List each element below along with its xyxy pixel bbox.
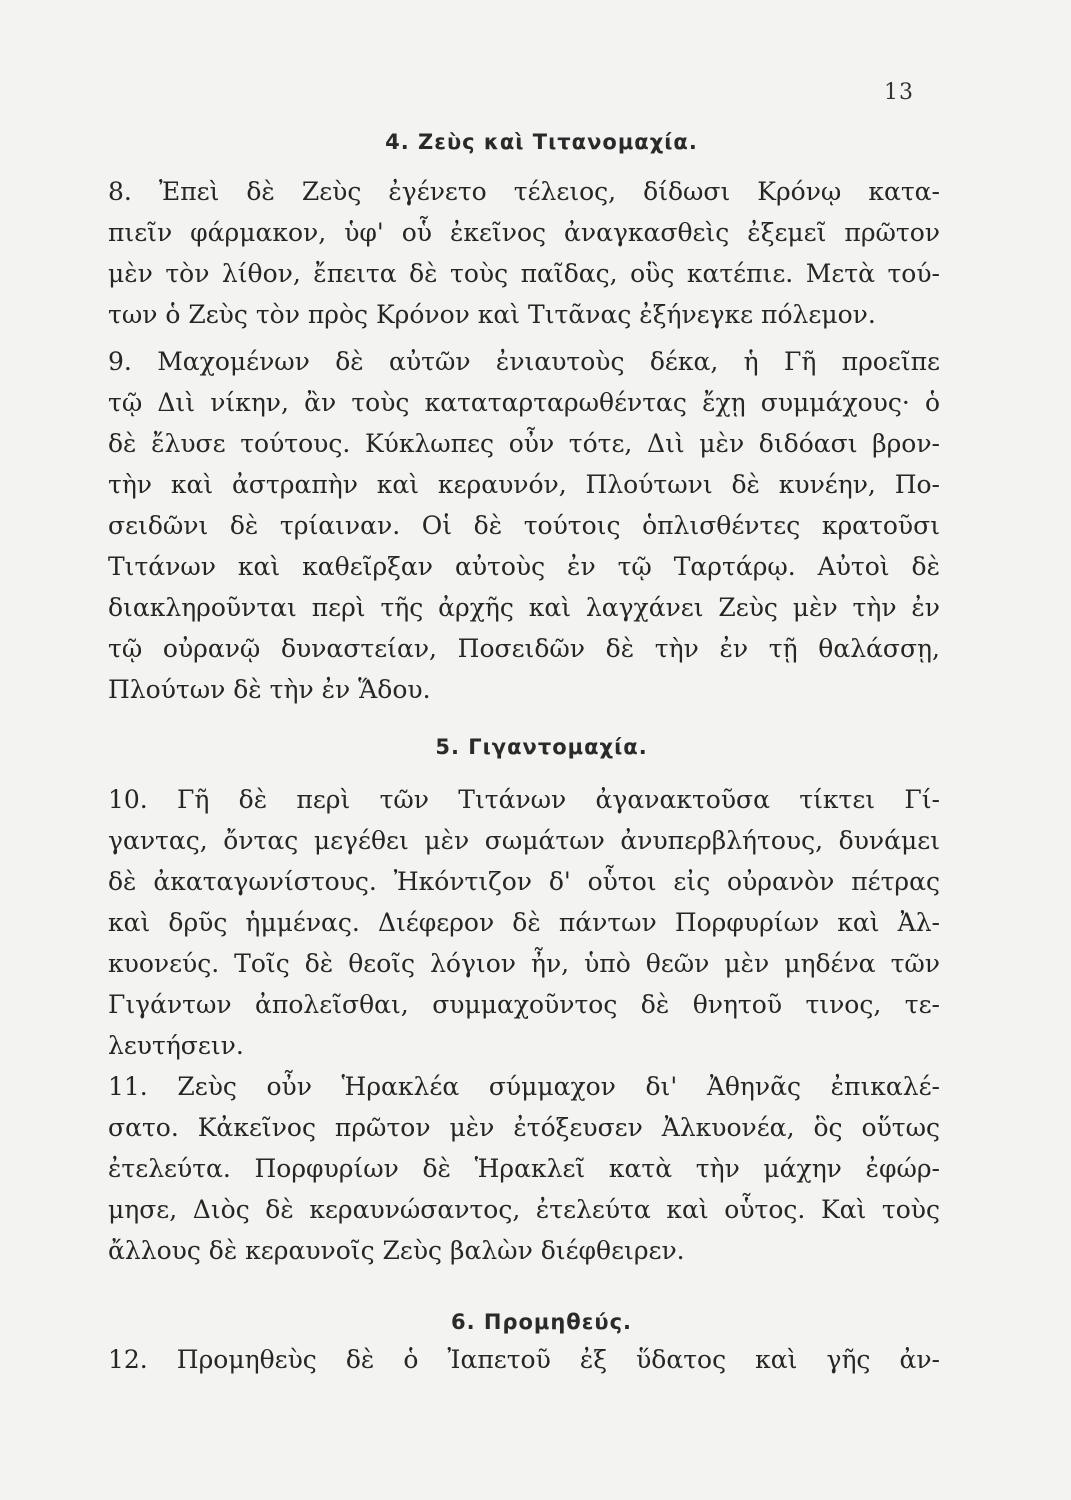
text-line: ἄλλους δὲ κεραυνοῖς Ζεὺς βαλὼν διέφθειρεν. — [108, 1236, 685, 1265]
text-line: πιεῖν φάρμακον, ὑφ' οὗ ἐκεῖνος ἀναγκασθεὶς ἐξεμεῖ πρῶτον — [108, 218, 940, 247]
text-line: Γιγάντων ἀπολεῖσθαι, συμμαχοῦντος δὲ θνητοῦ τινος, τε- — [108, 990, 940, 1019]
text-line: διακληροῦνται περὶ τῆς ἀρχῆς καὶ λαγχάνει Ζεὺς μὲν τὴν ἐν — [108, 593, 940, 622]
text-line: καὶ δρῦς ἡμμένας. Διέφερον δὲ πάντων Πορφυρίων καὶ Ἀλ- — [108, 908, 940, 937]
text-line: 11. Ζεὺς οὖν Ἡρακλέα σύμμαχον δι' Ἀθηνᾶς ἐπικαλέ- — [108, 1072, 940, 1101]
text-line: δὲ ἔλυσε τούτους. Κύκλωπες οὖν τότε, Διὶ μὲν διδόασι βρον- — [108, 429, 940, 458]
text-line: Τιτάνων καὶ καθεῖρξαν αὐτοὺς ἐν τῷ Ταρτάρῳ. Αὐτοὶ δὲ — [108, 552, 940, 581]
text-line: τῷ Διὶ νίκην, ἂν τοὺς καταταρταρωθέντας ἔχῃ συμμάχους· ὁ — [108, 388, 940, 417]
text-line: 9. Μαχομένων δὲ αὐτῶν ἐνιαυτοὺς δέκα, ἡ Γῆ προεῖπε — [108, 347, 940, 376]
text-line: Πλούτων δὲ τὴν ἐν Ἅδου. — [108, 675, 431, 704]
text-line: τῷ οὐρανῷ δυναστείαν, Ποσειδῶν δὲ τὴν ἐν τῇ θαλάσσῃ, — [108, 634, 940, 663]
text-line: τὴν καὶ ἀστραπὴν καὶ κεραυνόν, Πλούτωνι δὲ κυνέην, Πο- — [108, 470, 940, 499]
text-line: των ὁ Ζεὺς τὸν πρὸς Κρόνον καὶ Τιτᾶνας ἐξήνεγκε πόλεμον. — [108, 300, 876, 329]
text-line: κυονεύς. Τοῖς δὲ θεοῖς λόγιον ἦν, ὑπὸ θεῶν μὲν μηδένα τῶν — [108, 949, 940, 978]
text-line: γαντας, ὄντας μεγέθει μὲν σωμάτων ἀνυπερβλήτους, δυνάμει — [108, 826, 940, 855]
page-number: 13 — [884, 80, 914, 105]
section-heading-gigantomachy: 5. Γιγαντομαχία. — [435, 735, 648, 759]
text-line: 12. Προμηθεὺς δὲ ὁ Ἰαπετοῦ ἐξ ὕδατος καὶ γῆς ἀν- — [108, 1345, 940, 1374]
text-line: μὲν τὸν λίθον, ἔπειτα δὲ τοὺς παῖδας, οὓς κατέπιε. Μετὰ τού- — [108, 259, 940, 288]
text-line: 8. Ἐπεὶ δὲ Ζεὺς ἐγένετο τέλειος, δίδωσι Κρόνῳ κατα- — [108, 177, 940, 206]
text-line: δὲ ἀκαταγωνίστους. Ἠκόντιζον δ' οὗτοι εἰς οὐρανὸν πέτρας — [108, 867, 940, 896]
text-line: ἐτελεύτα. Πορφυρίων δὲ Ἡρακλεῖ κατὰ τὴν μάχην ἐφώρ- — [108, 1154, 940, 1183]
text-line: 10. Γῆ δὲ περὶ τῶν Τιτάνων ἀγανακτοῦσα τίκτει Γί- — [108, 785, 940, 814]
text-line: σειδῶνι δὲ τρίαιναν. Οἱ δὲ τούτοις ὁπλισθέντες κρατοῦσι — [108, 511, 940, 540]
text-line: σατο. Κἀκεῖνος πρῶτον μὲν ἐτόξευσεν Ἀλκυονέα, ὃς οὕτως — [108, 1113, 940, 1142]
section-heading-prometheus: 6. Προμηθεύς. — [450, 1310, 633, 1334]
text-line: μησε, Διὸς δὲ κεραυνώσαντος, ἐτελεύτα καὶ οὗτος. Καὶ τοὺς — [108, 1195, 940, 1224]
text-line: λευτήσειν. — [108, 1031, 244, 1060]
section-heading-zeus-titanomachy: 4. Ζεὺς καὶ Τιτανομαχία. — [385, 130, 698, 154]
